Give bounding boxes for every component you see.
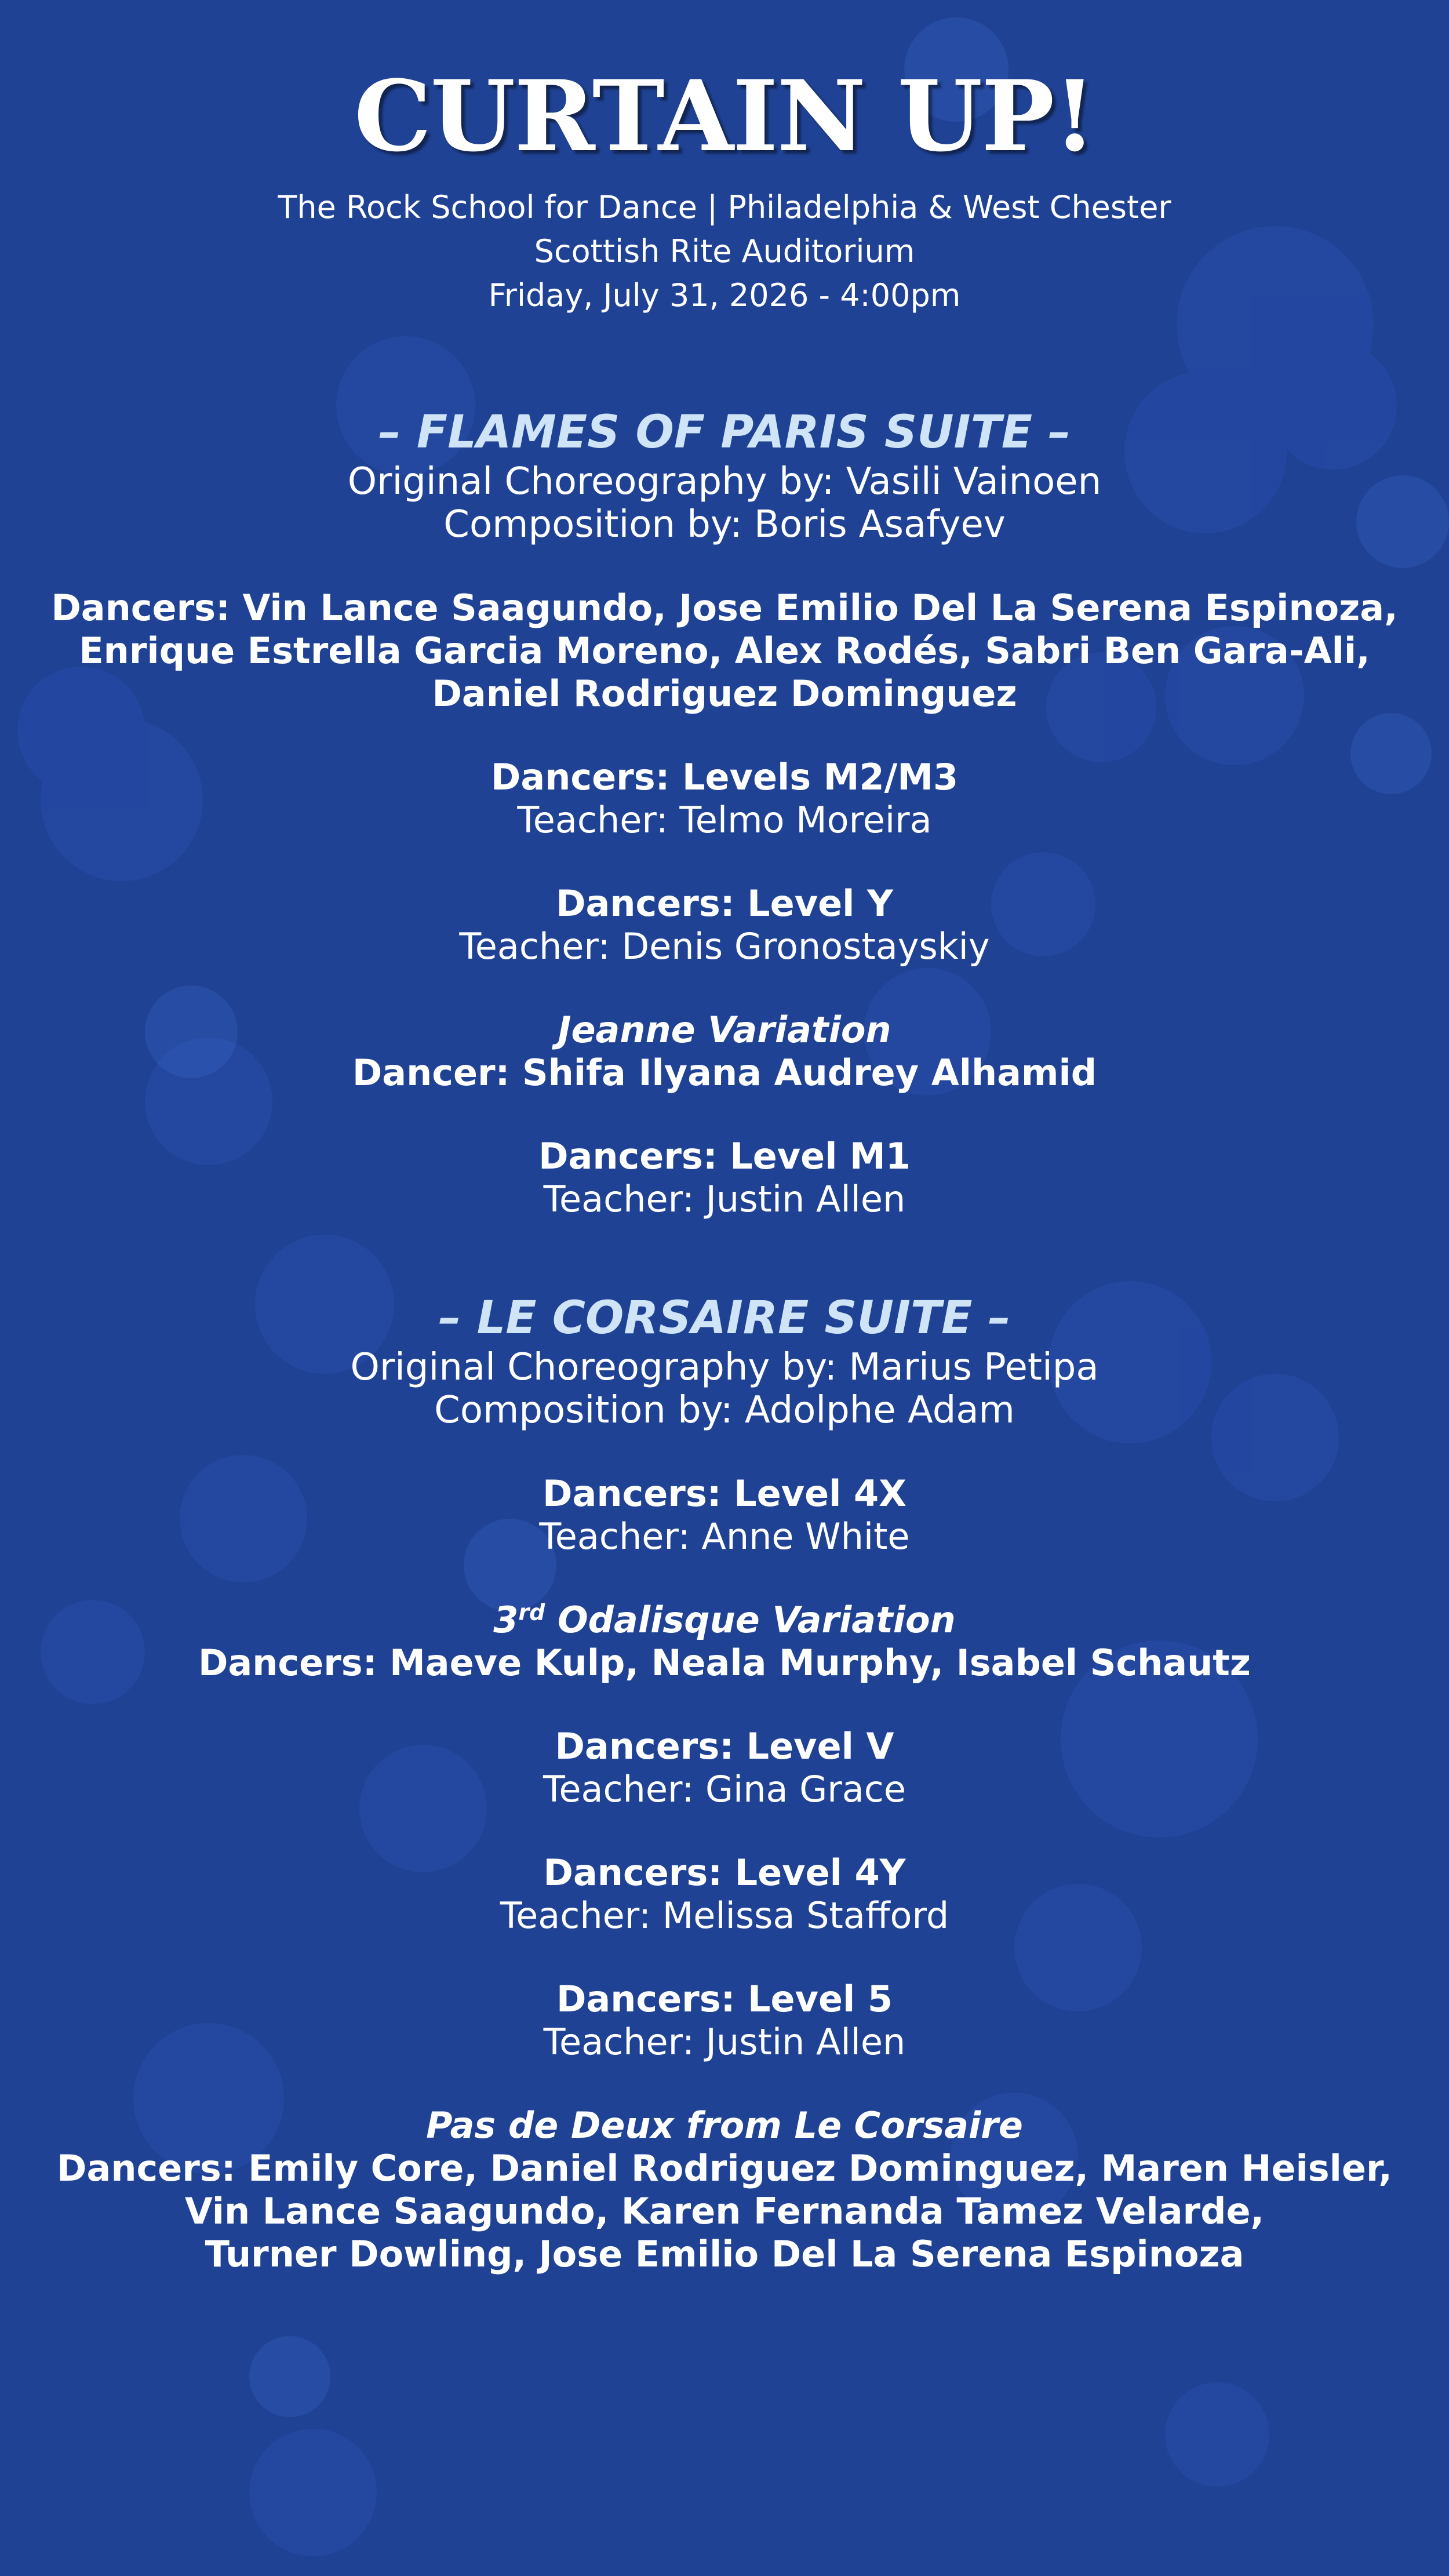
school-name: The Rock School for Dance | Philadelphia & West Chester bbox=[278, 189, 1171, 225]
event-date: Friday, July 31, 2026 - 4:00pm bbox=[488, 277, 961, 314]
teacher-name: Teacher: Denis Gronostayskiy bbox=[459, 925, 990, 967]
dancer-names: Dancers: Maeve Kulp, Neala Murphy, Isabel Schautz bbox=[198, 1642, 1251, 1684]
group-label: Dancers: Levels M2/M3 bbox=[490, 756, 959, 798]
group-label: Dancers: Level 5 bbox=[556, 1978, 893, 2020]
flames-of-paris-section bbox=[0, 405, 1449, 1221]
teacher-name: Teacher: Justin Allen bbox=[543, 1178, 906, 1220]
teacher-name: Teacher: Telmo Moreira bbox=[517, 799, 932, 841]
group-label: Dancers: Level 4Y bbox=[543, 1851, 906, 1894]
suite-title-le-corsaire: – LE CORSAIRE SUITE – bbox=[438, 1292, 1011, 1344]
choreography-credit: Original Choreography by: Marius Petipa bbox=[350, 1346, 1099, 1389]
venue-name: Scottish Rite Auditorium bbox=[534, 233, 915, 270]
dancers-main-group bbox=[0, 587, 1449, 715]
level-4x-group bbox=[0, 1472, 1449, 1558]
dancers-line: Daniel Rodriguez Dominguez bbox=[432, 672, 1017, 715]
group-label: Dancers: Level Y bbox=[556, 882, 893, 925]
level-y-group bbox=[0, 882, 1449, 968]
group-label: Dancers: Level M1 bbox=[538, 1135, 911, 1177]
group-label: Dancers: Level 4X bbox=[543, 1472, 906, 1515]
dancers-line: Enrique Estrella Garcia Moreno, Alex Rodés, Sabri Ben Gara-Ali, bbox=[79, 630, 1370, 672]
composition-credit: Composition by: Adolphe Adam bbox=[434, 1389, 1015, 1432]
teacher-name: Teacher: Melissa Stafford bbox=[500, 1894, 949, 1937]
odalisque-variation-group bbox=[0, 1599, 1449, 1684]
le-corsaire-section bbox=[0, 1290, 1449, 2276]
dancer-name: Dancer: Shifa Ilyana Audrey Alhamid bbox=[352, 1051, 1097, 1094]
suite-title-flames-of-paris: – FLAMES OF PARIS SUITE – bbox=[378, 406, 1071, 459]
level-4y-group bbox=[0, 1851, 1449, 1937]
choreography-credit: Original Choreography by: Vasili Vainoen bbox=[347, 460, 1102, 503]
level-5-group bbox=[0, 1978, 1449, 2064]
level-v-group bbox=[0, 1725, 1449, 1811]
dancers-line: Vin Lance Saagundo, Karen Fernanda Tamez Velarde, bbox=[184, 2190, 1265, 2232]
group-label: Dancers: Level V bbox=[555, 1725, 894, 1767]
pas-de-deux-group bbox=[0, 2104, 1449, 2276]
variation-title: Jeanne Variation bbox=[558, 1009, 891, 1051]
variation-name: Odalisque Variation bbox=[545, 1599, 956, 1641]
dancers-line: Dancers: Emily Core, Daniel Rodriguez Dominguez, Maren Heisler, bbox=[57, 2147, 1392, 2189]
teacher-name: Teacher: Anne White bbox=[539, 1515, 910, 1558]
jeanne-variation-group bbox=[0, 1009, 1449, 1094]
levels-m2-m3-group bbox=[0, 756, 1449, 842]
event-info bbox=[0, 185, 1449, 318]
variation-title bbox=[0, 1599, 1449, 1642]
composition-credit: Composition by: Boris Asafyev bbox=[443, 503, 1006, 546]
variation-ordinal-suffix: rd bbox=[518, 1599, 545, 1625]
teacher-name: Teacher: Gina Grace bbox=[543, 1768, 906, 1810]
dancers-line: Dancers: Vin Lance Saagundo, Jose Emilio Del La Serena Espinoza, bbox=[51, 587, 1398, 629]
variation-title: Pas de Deux from Le Corsaire bbox=[426, 2104, 1023, 2146]
page-title: CURTAIN UP! bbox=[354, 59, 1095, 173]
teacher-name: Teacher: Justin Allen bbox=[543, 2021, 906, 2063]
variation-ordinal: 3 bbox=[493, 1599, 519, 1641]
dancers-line: Turner Dowling, Jose Emilio Del La Serena Espinoza bbox=[205, 2233, 1244, 2275]
level-m1-group bbox=[0, 1135, 1449, 1221]
